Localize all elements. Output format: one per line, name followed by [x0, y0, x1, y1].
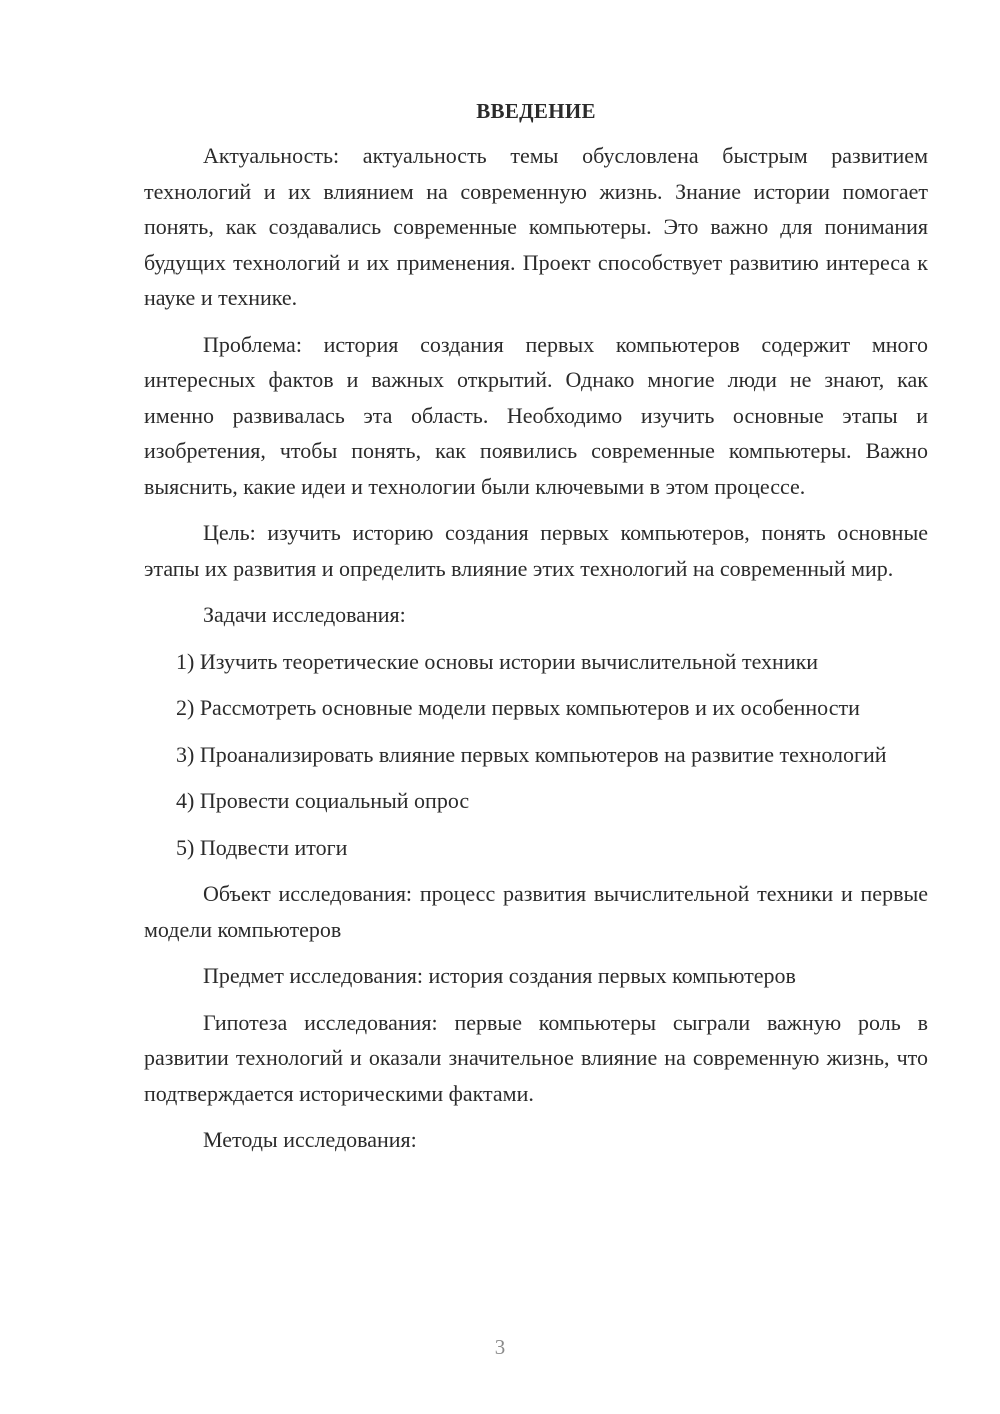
- task-item-5: 5) Подвести итоги: [176, 834, 348, 860]
- methods-heading: Методы исследования:: [203, 1127, 417, 1152]
- paragraph-object: Объект исследования: процесс развития вычислительной техники и первые модели компьютеров: [144, 881, 928, 942]
- task-item-1: 1) Изучить теоретические основы истории вычислительной техники: [176, 648, 819, 674]
- task-item-3: 3) Проанализировать влияние первых компьютеров на развитие технологий: [176, 741, 887, 767]
- paragraph-subject: Предмет исследования: история создания первых компьютеров: [203, 963, 796, 988]
- page-number: 3: [494, 1335, 506, 1359]
- section-title: ВВЕДЕНИЕ: [476, 99, 596, 123]
- tasks-list: [144, 644, 928, 866]
- paragraph-relevance: Актуальность: актуальность темы обусловлена быстрым развитием технологий и их влиянием на современную жизнь. Знание истории помогает понять, как создавались современные компьютеры. Это важно для понимания будущих технологий и их применения. Проект способствует развитию интереса к науке и технике.: [144, 143, 928, 310]
- paragraph-hypothesis: Гипотеза исследования: первые компьютеры сыграли важную роль в развитии технологий и оказали значительное влияние на современную жизнь, что подтверждается историческими фактами.: [144, 1009, 928, 1106]
- paragraph-goal: Цель: изучить историю создания первых компьютеров, понять основные этапы их развития и определить влияние этих технологий на современный мир.: [144, 520, 928, 581]
- task-item-2: 2) Рассмотреть основные модели первых компьютеров и их особенности: [176, 695, 860, 720]
- task-item-4: 4) Провести социальный опрос: [176, 788, 470, 813]
- tasks-heading: Задачи исследования:: [203, 602, 406, 627]
- page-content: [144, 96, 928, 1158]
- paragraph-problem: Проблема: история создания первых компьютеров содержит много интересных фактов и важных открытий. Однако многие люди не знают, как именно развивалась эта область. Необходимо изучить основные этапы и изобретения, чтобы понять, как появились современные компьютеры. Важно выяснить, какие идеи и технологии были ключевыми в этом процессе.: [144, 331, 928, 499]
